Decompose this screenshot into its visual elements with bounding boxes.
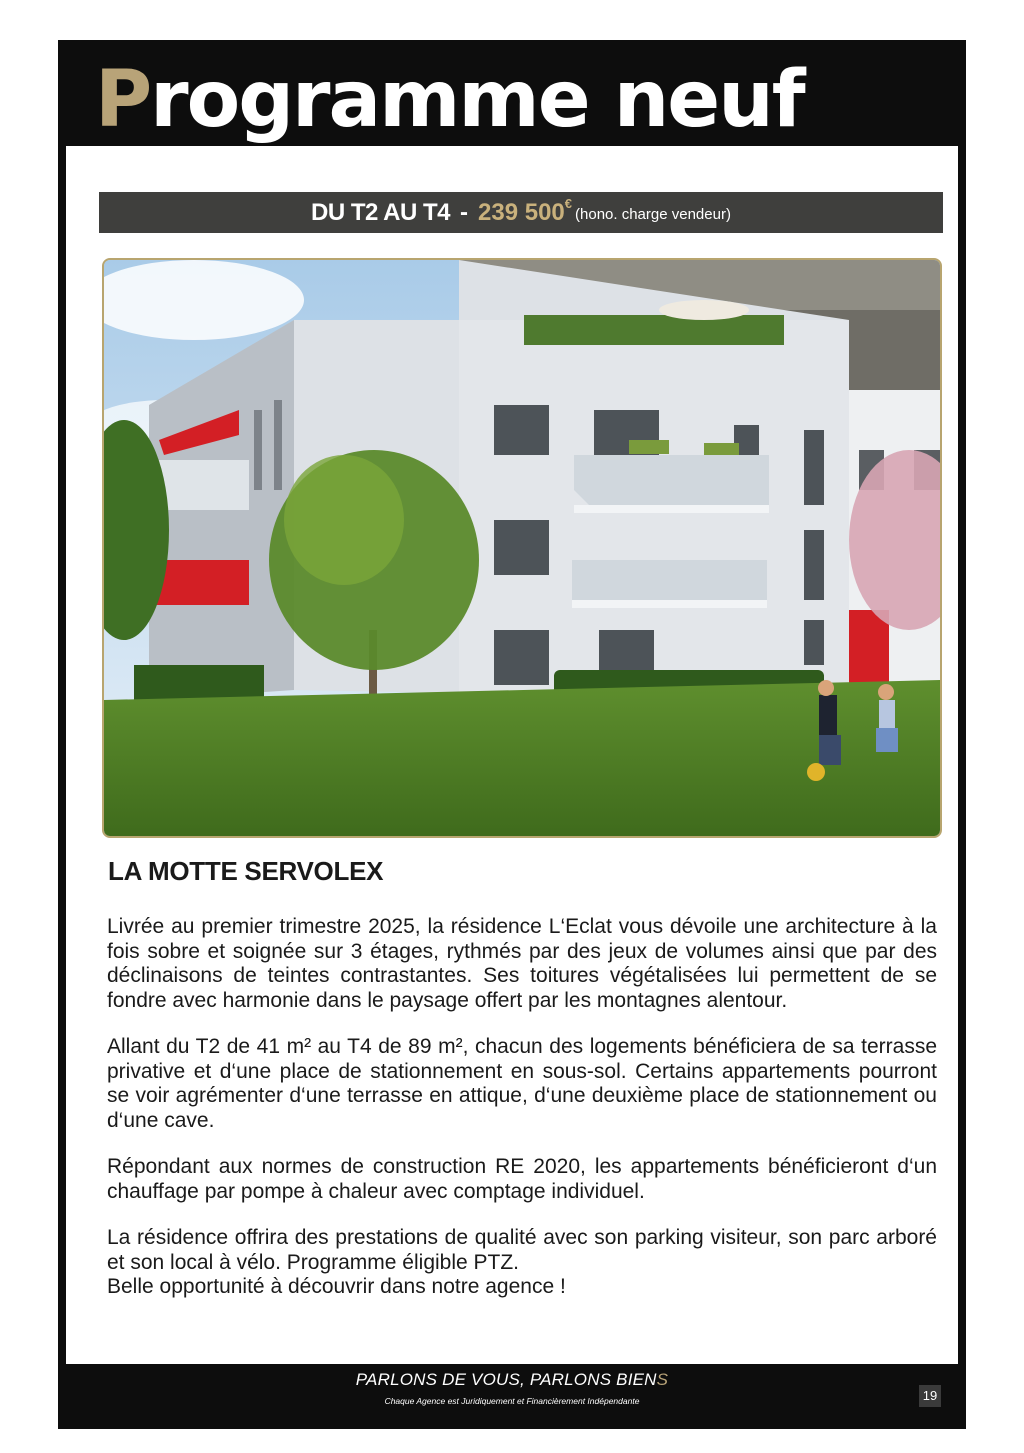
- price-value: 239 500: [478, 198, 565, 226]
- listing-description: [107, 915, 937, 1322]
- price-separator: -: [460, 198, 469, 226]
- listing-city: LA MOTTE SERVOLEX: [108, 856, 384, 886]
- page-title: [95, 52, 804, 148]
- building-photo: [102, 258, 942, 838]
- title-initial: P: [95, 55, 151, 145]
- page-number: 19: [919, 1385, 941, 1407]
- paragraph-amenities: La résidence offrira des prestations de qualité avec son parking visiteur, son parc arboré et son local à vélo. Programme éligible PTZ.: [107, 1226, 937, 1274]
- price-bar: [99, 192, 943, 233]
- building-illustration: [104, 260, 940, 836]
- paragraph-standards: Répondant aux normes de construction RE 2020, les appartements bénéficieront d‘un chauffage par pompe à chaleur avec comptage individuel.: [107, 1155, 937, 1203]
- price-note: (hono. charge vendeur): [575, 206, 731, 223]
- paragraph-delivery: Livrée au premier trimestre 2025, la résidence L‘Eclat vous dévoile une architecture à la fois sobre et soignée sur 3 étages, rythmés par des jeux de volumes ainsi que par des déclinaisons de teintes contrastantes. Ses toitures végétalisées lui permettent de se fondre avec harmonie dans le paysage offert par les montagnes alentour.: [107, 915, 937, 1012]
- paragraph-closing: Belle opportunité à découvrir dans notre agence !: [107, 1275, 566, 1298]
- footer-slogan-main: PARLONS DE VOUS, PARLONS BIEN: [355, 1370, 657, 1389]
- footer-slogan-last: S: [656, 1370, 669, 1389]
- footer-slogan: [0, 1370, 1024, 1390]
- price-range: DU T2 AU T4: [311, 198, 451, 226]
- price-currency: €: [564, 196, 573, 211]
- footer-subtitle: Chaque Agence est Juridiquement et Financièrement Indépendante: [384, 1396, 640, 1406]
- title-rest: rogramme neuf: [150, 55, 804, 145]
- paragraph-apartments: Allant du T2 de 41 m² au T4 de 89 m², chacun des logements bénéficiera de sa terrasse privative et d‘une place de stationnement en sous-sol. Certains appartements pourront se voir agrémenter d‘une terrasse en attique, d‘une deuxième place de stationnement ou d‘une cave.: [107, 1035, 937, 1132]
